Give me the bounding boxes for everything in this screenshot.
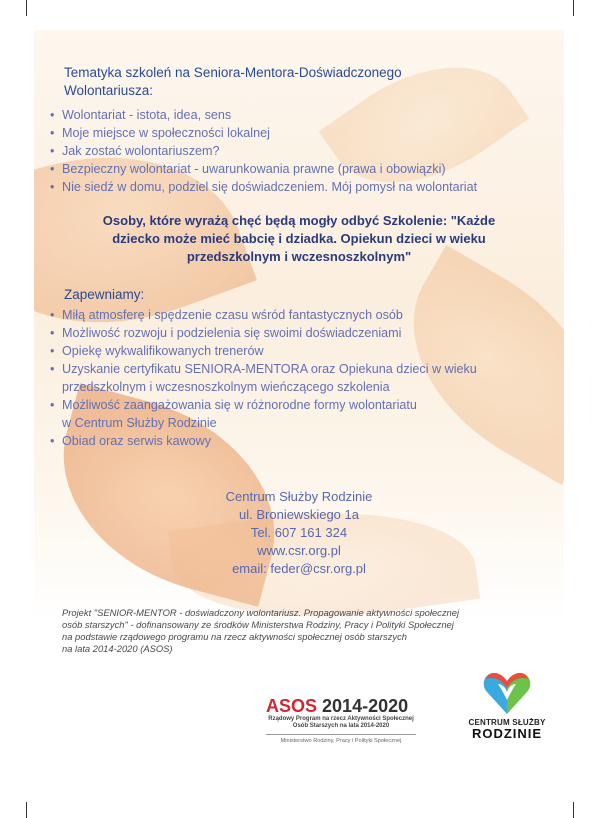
- project-note-line: osób starszych" - dofinansowany ze środków Ministerstwa Rodziny, Pracy i Polityki Społecznej: [62, 619, 454, 630]
- asos-brand: ASOS: [266, 696, 318, 716]
- list-item: • Wolontariat - istota, idea, sens: [50, 106, 477, 124]
- asos-subtitle: Rządowy Program na rzecz Aktywności Społecznej: [268, 716, 414, 722]
- list-item: • Miłą atmosferę i spędzenie czasu wśród fantastycznych osób: [50, 306, 477, 324]
- list-item-continuation: w Centrum Służby Rodzinie: [62, 416, 217, 430]
- project-note: [62, 607, 542, 655]
- provide-list: [50, 306, 477, 450]
- project-note-line: na lata 2014-2020 (ASOS): [62, 643, 173, 654]
- contact-org: Centrum Służby Rodzinie: [225, 489, 373, 504]
- list-item: • Nie siedź w domu, podziel się doświadczeniem. Mój pomysł na wolontariat: [50, 178, 477, 196]
- contact-street: ul. Broniewskiego 1a: [239, 507, 359, 522]
- flyer-page: [34, 30, 564, 790]
- csr-logo: [452, 670, 562, 740]
- list-item: • Możliwość zaangażowania się w różnorodne formy wolontariatu: [50, 396, 477, 414]
- crop-mark: [26, 0, 27, 16]
- project-note-line: Projekt "SENIOR-MENTOR - doświadczony wolontariusz. Propagowanie aktywności społecznej: [62, 607, 460, 618]
- crop-mark: [573, 802, 574, 818]
- asos-ministry: Ministerstwo Rodziny, Pracy i Polityki Społecznej: [280, 738, 402, 744]
- crop-mark: [26, 802, 27, 818]
- contact-website-link[interactable]: www.csr.org.pl: [257, 543, 341, 558]
- list-item-continuation: przedszkolnym i wczesnoszkolnym wieńczącego szkolenia: [62, 380, 390, 394]
- list-item: • Uzyskanie certyfikatu SENIORA-MENTORA oraz Opiekuna dzieci w wieku: [50, 360, 477, 378]
- topics-heading: [64, 64, 402, 100]
- crop-mark: [573, 0, 574, 16]
- asos-divider: [266, 734, 416, 735]
- heart-icon: [482, 670, 532, 716]
- list-item: • Moje miejsce w społeczności lokalnej: [50, 124, 477, 142]
- list-item: • Możliwość rozwoju i podzielenia się swoimi doświadczeniami: [50, 324, 477, 342]
- callout-line: Osoby, które wyrażą chęć będą mogły odbyć Szkolenie: "Każde: [102, 213, 496, 228]
- provide-heading: Zapewniamy:: [64, 287, 145, 302]
- contact-phone: Tel. 607 161 324: [250, 525, 348, 540]
- contact-email-link[interactable]: email: feder@csr.org.pl: [232, 561, 366, 576]
- contact-block: [164, 488, 434, 578]
- asos-title: [266, 696, 416, 716]
- list-item: • Opiekę wykwalifikowanych trenerów: [50, 342, 477, 360]
- training-callout: [54, 212, 544, 266]
- asos-years: 2014-2020: [322, 696, 409, 716]
- list-item: • Jak zostać wolontariuszem?: [50, 142, 477, 160]
- topics-heading-line: Wolontariusza:: [64, 83, 154, 98]
- asos-subtitle: Osób Starszych na lata 2014-2020: [292, 723, 390, 729]
- callout-line: przedszkolnym i wczesnoszkolnym": [186, 249, 412, 264]
- callout-line: dziecko może mieć babcię i dziadka. Opiekun dzieci w wieku: [112, 231, 486, 246]
- topics-heading-line: Tematyka szkoleń na Seniora-Mentora-Doświadczonego: [64, 65, 402, 80]
- csr-logo-text: CENTRUM SŁUŻBY: [468, 718, 546, 727]
- topics-list: [50, 106, 477, 196]
- list-item: • Bezpieczny wolontariat - uwarunkowania prawne (prawa i obowiązki): [50, 160, 477, 178]
- list-item: • Obiad oraz serwis kawowy: [50, 432, 477, 450]
- asos-logo: [266, 696, 416, 744]
- csr-logo-text: RODZINIE: [471, 726, 543, 741]
- project-note-line: na podstawie rządowego programu na rzecz aktywności społecznej osób starszych: [62, 631, 407, 642]
